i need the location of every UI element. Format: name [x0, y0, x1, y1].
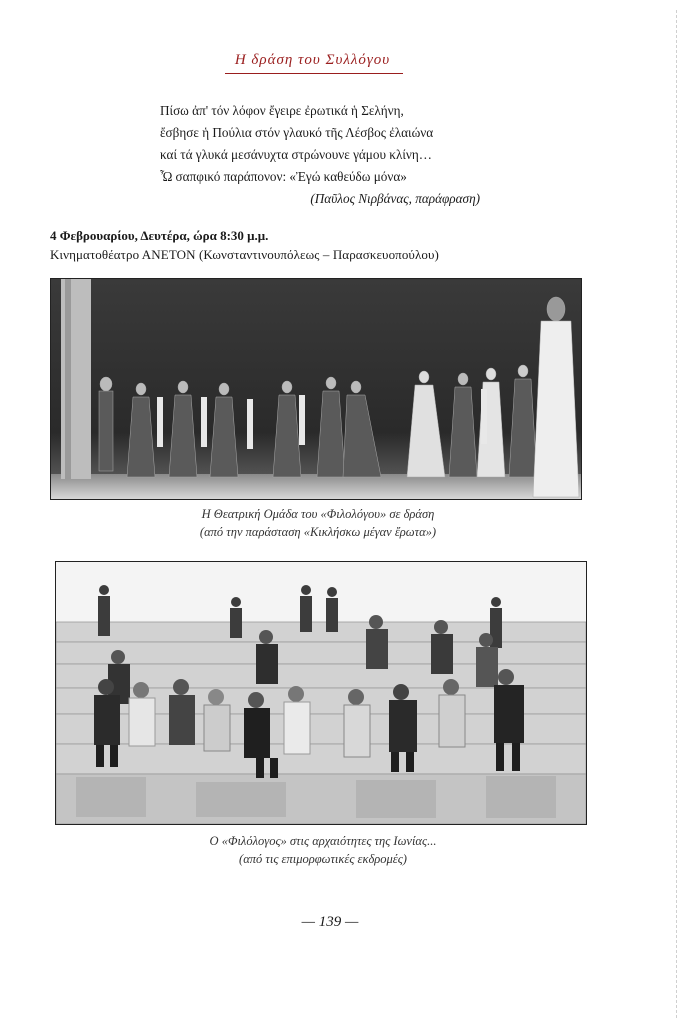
theatre-photo [50, 278, 582, 500]
poem-attribution: (Παῦλος Νιρβάνας, παράφραση) [310, 191, 480, 206]
poem-line: Ὦ σαπφικό παράπονον: «Ἐγώ καθεύδω μόνα» [160, 169, 407, 184]
caption-line: Ο «Φιλόλογος» στις αρχαιότητες της Ιωνίας... [209, 834, 437, 848]
event-info [50, 226, 610, 264]
event-venue: Κινηματοθέατρο ΑΝΕΤΟΝ (Κωνσταντινουπόλεως – Παρασκευοπούλου) [50, 247, 439, 262]
theatre-photo-caption [98, 505, 538, 541]
caption-line: Η Θεατρική Ομάδα του «Φιλολόγου» σε δράση [201, 507, 435, 521]
poem-block [160, 100, 500, 210]
page-number: — 139 — [301, 914, 359, 930]
poem-line: Πίσω ἀπ' τόν λόφον ἔγειρε ἐρωτικά ἡ Σελήνη, [160, 103, 404, 118]
section-header: Η δράση του Συλλόγου [234, 52, 391, 68]
header-underline [225, 73, 403, 74]
poem-line: καί τά γλυκά μεσάνυχτα στρώνουνε γάμου κλίνη… [160, 147, 432, 162]
poem-line: ἔσβησε ἡ Πούλια στόν γλαυκό τῆς Λέσβος ἐλαιώνα [160, 125, 434, 140]
group-photo-caption [103, 832, 543, 868]
caption-line: (από την παράσταση «Κικλήσκω μέγαν ἔρωτα») [199, 525, 437, 539]
caption-line: (από τις επιμορφωτικές εκδρομές) [239, 852, 407, 866]
event-date: 4 Φεβρουαρίου, Δευτέρα, ώρα 8:30 μ.μ. [50, 228, 269, 243]
group-photo [55, 561, 587, 825]
